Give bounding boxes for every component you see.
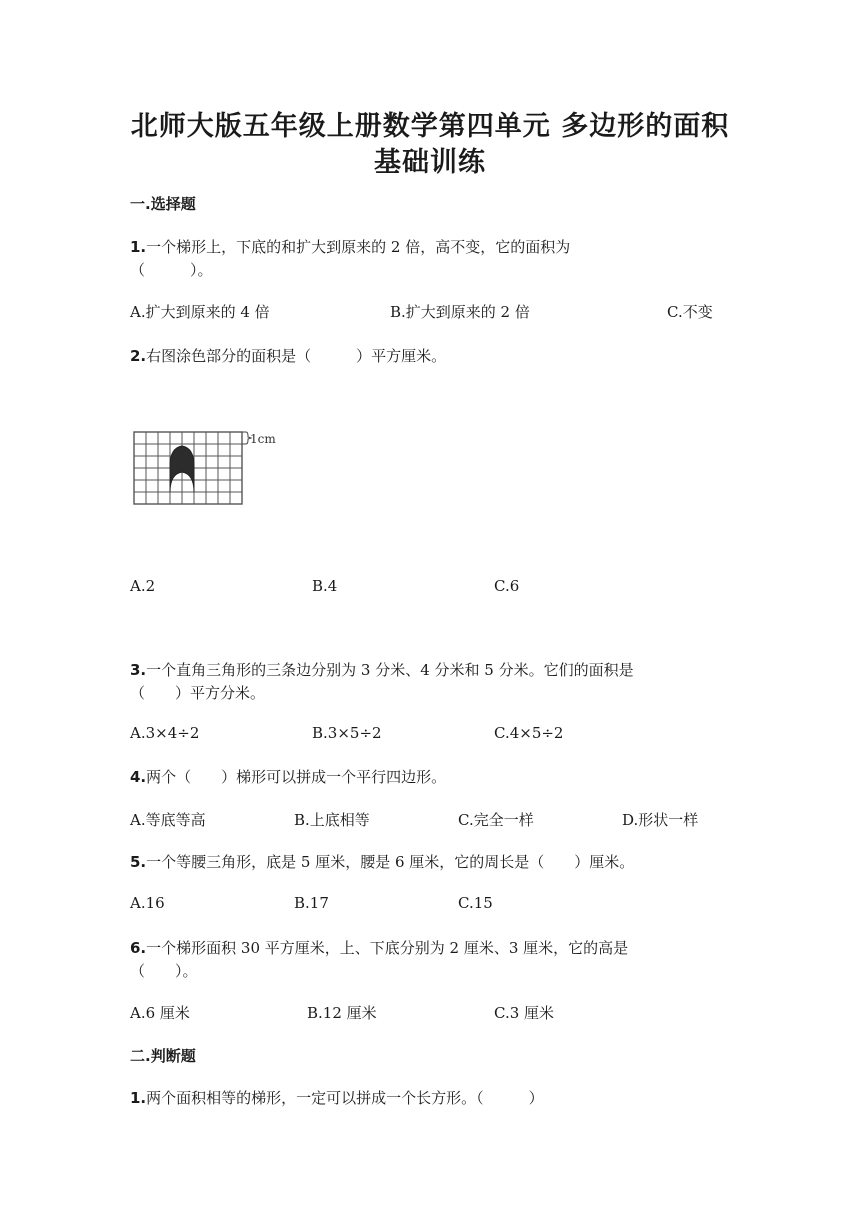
option-a: A.6 厘米 xyxy=(130,1004,190,1022)
question-5 xyxy=(130,851,634,872)
option-b: B.扩大到原来的 2 倍 xyxy=(390,303,530,321)
question-text: 一个梯形上，下底的和扩大到原来的 2 倍，高不变，它的面积为 xyxy=(146,238,571,256)
option-b: B.上底相等 xyxy=(294,811,370,829)
page-title: 北师大版五年级上册数学第四单元 多边形的面积 xyxy=(130,111,730,142)
option-a: A.等底等高 xyxy=(130,811,206,829)
question-6 xyxy=(130,937,628,958)
option-c: C.15 xyxy=(458,894,493,912)
option-c: C.不变 xyxy=(667,303,713,321)
scale-label: 1cm xyxy=(250,432,276,446)
question-number: 4. xyxy=(130,768,147,786)
question-4 xyxy=(130,766,446,787)
question-text: 一个梯形面积 30 平方厘米，上、下底分别为 2 厘米、3 厘米，它的高是 xyxy=(146,939,629,957)
option-c: C.3 厘米 xyxy=(494,1004,555,1022)
option-b: B.4 xyxy=(312,577,338,595)
option-a: A.3×4÷2 xyxy=(130,724,200,742)
question-number: 3. xyxy=(130,661,147,679)
option-a: A.2 xyxy=(130,577,156,595)
question-number: 2. xyxy=(130,347,147,365)
question-text: 右图涂色部分的面积是（ ）平方厘米。 xyxy=(146,347,447,365)
section-heading-choice: 一.选择题 xyxy=(130,195,196,213)
option-a: A.16 xyxy=(130,894,165,912)
judgement-1 xyxy=(130,1087,544,1108)
question-3-blank: （ ）平方分米。 xyxy=(130,684,266,702)
option-c: C.4×5÷2 xyxy=(494,724,564,742)
question-number: 1. xyxy=(130,1089,147,1107)
question-2 xyxy=(130,345,446,366)
option-b: B.12 厘米 xyxy=(307,1004,377,1022)
question-number: 1. xyxy=(130,238,147,256)
question-text: 一个直角三角形的三条边分别为 3 分米、4 分米和 5 分米。它们的面积是 xyxy=(146,661,634,679)
option-c: C.完全一样 xyxy=(458,811,534,829)
option-a: A.扩大到原来的 4 倍 xyxy=(130,303,270,321)
question-text: 两个（ ）梯形可以拼成一个平行四边形。 xyxy=(146,768,447,786)
option-c: C.6 xyxy=(494,577,520,595)
question-number: 5. xyxy=(130,853,147,871)
grid-figure xyxy=(130,428,300,516)
question-1-blank: （ ）。 xyxy=(130,261,213,279)
question-text: 一个等腰三角形，底是 5 厘米，腰是 6 厘米，它的周长是（ ）厘米。 xyxy=(146,853,635,871)
option-b: B.17 xyxy=(294,894,329,912)
page-subtitle: 基础训练 xyxy=(374,147,486,178)
question-3 xyxy=(130,659,634,680)
option-d: D.形状一样 xyxy=(622,811,699,829)
question-1 xyxy=(130,236,570,257)
option-b: B.3×5÷2 xyxy=(312,724,382,742)
question-text: 两个面积相等的梯形，一定可以拼成一个长方形。（ ） xyxy=(146,1089,544,1107)
section-heading-judgement: 二.判断题 xyxy=(130,1047,196,1065)
question-number: 6. xyxy=(130,939,147,957)
question-6-blank: （ ）。 xyxy=(130,962,198,980)
